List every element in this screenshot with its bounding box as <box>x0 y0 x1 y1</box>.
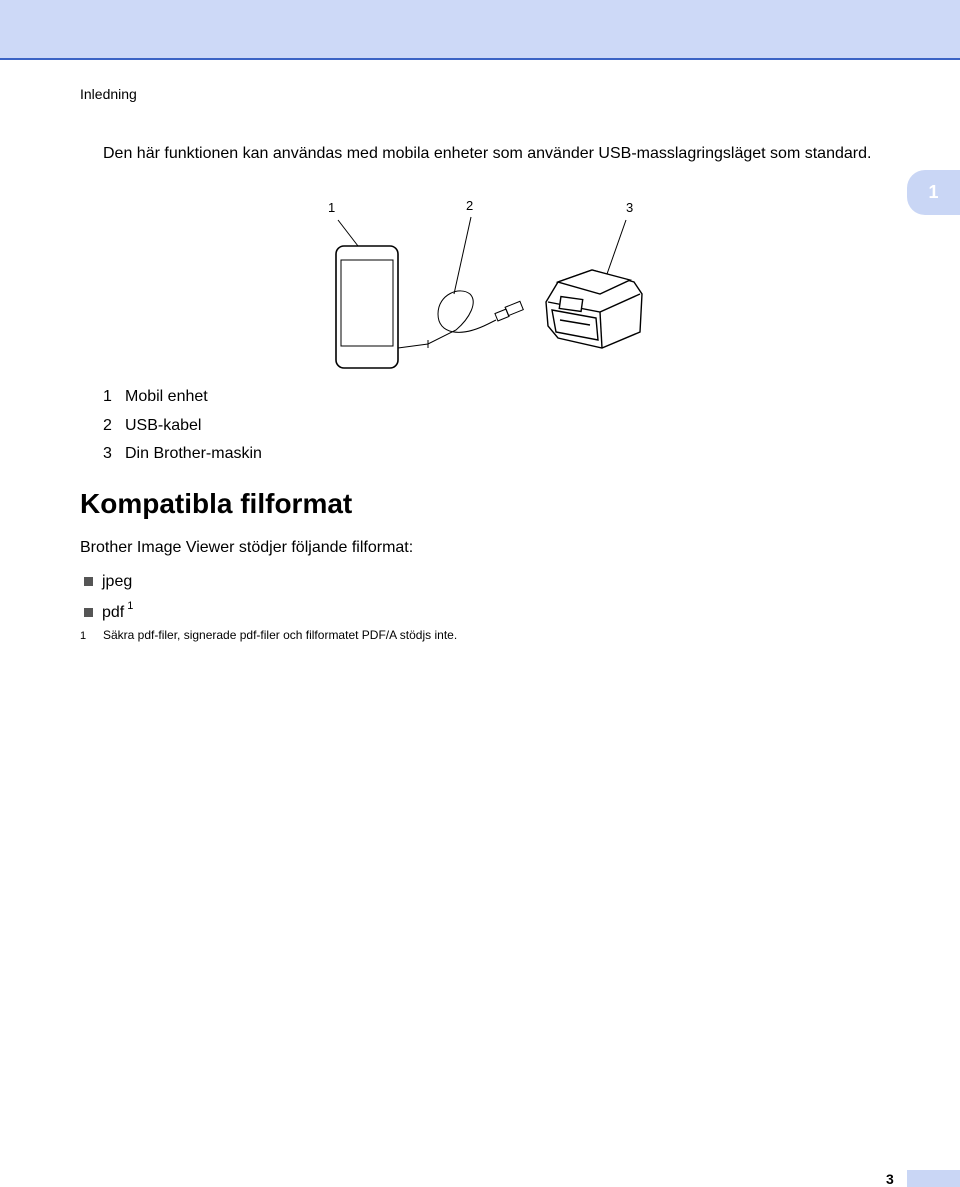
legend-item-number: 1 <box>103 388 112 405</box>
page-tab <box>907 1170 960 1187</box>
format-list <box>84 566 133 628</box>
top-rule <box>0 58 960 60</box>
footnote-mark: 1 <box>80 630 87 642</box>
callout-2: 2 <box>466 198 474 213</box>
legend-item-label: USB-kabel <box>125 416 202 434</box>
legend-item <box>103 383 262 412</box>
legend-item-number: 2 <box>103 416 112 434</box>
list-item-label: jpeg <box>102 573 133 590</box>
printer-icon <box>546 270 642 348</box>
usb-connection-illustration <box>320 190 660 375</box>
callout-1: 1 <box>328 200 336 215</box>
callout-3: 3 <box>626 200 634 215</box>
list-item <box>84 597 133 628</box>
running-head: Inledning <box>80 86 137 102</box>
legend-item-label: Din Brother-maskin <box>125 445 262 462</box>
legend-item-number: 3 <box>103 445 112 462</box>
legend-item <box>103 412 262 441</box>
footnote-reference: 1 <box>127 600 134 612</box>
chapter-tab-number: 1 <box>928 182 939 202</box>
intro-paragraph: Den här funktionen kan användas med mobila enheter som använder USB-masslagringsläget som standard. <box>103 145 872 162</box>
legend-item-label: Mobil enhet <box>125 388 208 405</box>
leader-line-1 <box>338 220 358 246</box>
bullet-square-icon <box>84 577 93 586</box>
page-number: 3 <box>886 1171 894 1187</box>
list-item <box>84 566 133 597</box>
footnote-text: Säkra pdf-filer, signerade pdf-filer och filformatet PDF/A stödjs inte. <box>103 628 458 642</box>
section-title: Kompatibla filformat <box>80 488 353 519</box>
figure-legend <box>103 383 262 469</box>
usb-cable-icon <box>398 291 523 348</box>
footnote <box>80 628 457 642</box>
chapter-tab <box>907 170 960 215</box>
bullet-square-icon <box>84 608 93 617</box>
section-body: Brother Image Viewer stödjer följande filformat: <box>80 539 414 556</box>
list-item-label: pdf <box>102 604 125 621</box>
leader-line-3 <box>607 220 626 274</box>
mobile-device-icon <box>336 246 398 368</box>
legend-item <box>103 440 262 469</box>
leader-line-2 <box>454 217 471 294</box>
top-band <box>0 0 960 58</box>
